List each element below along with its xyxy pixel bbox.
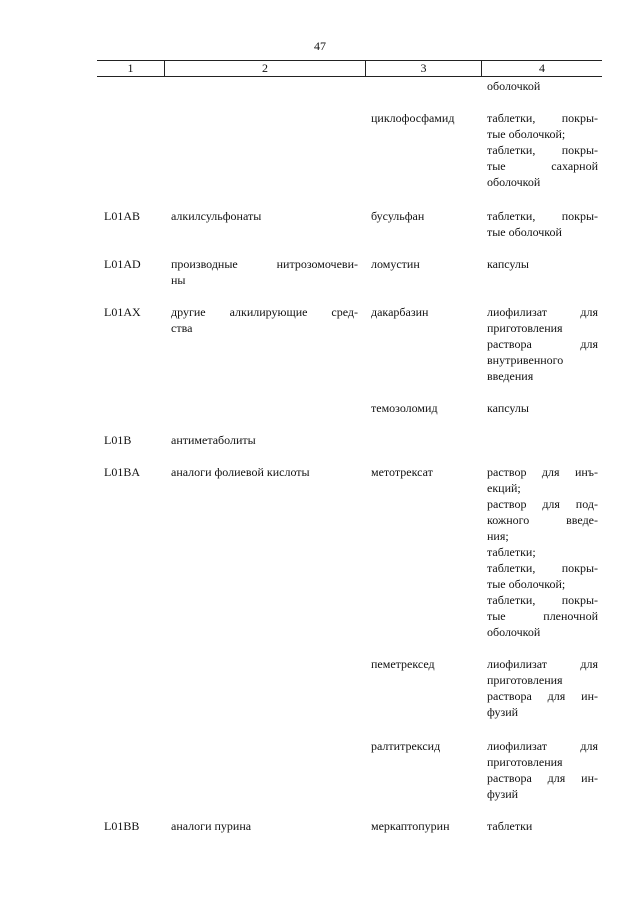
atc-code: L01BA xyxy=(104,465,140,479)
header-col-3: 3 xyxy=(420,61,427,75)
dosage-forms xyxy=(487,256,598,272)
dosage-form-line: капсулы xyxy=(487,401,529,415)
group-line: алкилсульфонаты xyxy=(171,209,262,223)
atc-code: L01BB xyxy=(104,819,140,833)
dosage-form-line: оболочкой xyxy=(487,175,541,189)
dosage-form-line: лиофилизат для xyxy=(487,739,598,753)
group-line: антиметаболиты xyxy=(171,433,256,447)
drug-name: меркаптопурин xyxy=(371,819,450,833)
header-col-1: 1 xyxy=(127,61,134,75)
anatomical-group xyxy=(171,464,358,480)
dosage-form-line: таблетки, покры- xyxy=(487,209,598,223)
dosage-form-line: ния; xyxy=(487,529,509,543)
group-line: производные нитрозомочеви- xyxy=(171,257,358,271)
dosage-form-line: тые пленочной xyxy=(487,609,598,623)
atc-code: L01AB xyxy=(104,209,140,223)
dosage-forms xyxy=(487,208,598,240)
dosage-form-line: оболочкой xyxy=(487,79,541,93)
dosage-form-line: таблетки, покры- xyxy=(487,561,598,575)
drug-name: циклофосфамид xyxy=(371,111,455,125)
drug-name: темозоломид xyxy=(371,401,438,415)
header-col-2: 2 xyxy=(262,61,268,75)
dosage-form-line: раствора для ин- xyxy=(487,771,598,785)
drug-name: ралтитрексид xyxy=(371,739,441,753)
dosage-form-line: капсулы xyxy=(487,257,529,271)
drug-name: дакарбазин xyxy=(371,305,429,319)
anatomical-group xyxy=(171,256,358,288)
dosage-form-line: тые оболочкой; xyxy=(487,577,566,591)
dosage-form-line: таблетки, покры- xyxy=(487,593,598,607)
dosage-form-line: внутривенного xyxy=(487,353,564,367)
dosage-form-line: приготовления xyxy=(487,321,563,335)
dosage-forms xyxy=(487,738,598,802)
anatomical-group xyxy=(171,432,358,448)
dosage-forms xyxy=(487,304,598,384)
dosage-form-line: кожного введе- xyxy=(487,513,598,527)
dosage-forms xyxy=(487,656,598,720)
dosage-form-line: таблетки, покры- xyxy=(487,143,598,157)
dosage-form-line: раствор для под- xyxy=(487,497,598,511)
group-line: другие алкилирующие сред- xyxy=(171,305,358,319)
dosage-forms xyxy=(487,464,598,640)
anatomical-group xyxy=(171,818,358,834)
table-header xyxy=(97,60,602,77)
drug-name: бусульфан xyxy=(371,209,425,223)
dosage-form-line: раствора для xyxy=(487,337,598,351)
drug-name: пеметрексед xyxy=(371,657,435,671)
dosage-form-line: тые сахарной xyxy=(487,159,598,173)
dosage-form-line: фузий xyxy=(487,787,519,801)
dosage-form-line: фузий xyxy=(487,705,519,719)
dosage-form-line: приготовления xyxy=(487,755,563,769)
group-line: аналоги пурина xyxy=(171,819,252,833)
dosage-form-line: раствора для ин- xyxy=(487,689,598,703)
dosage-form-line: тые оболочкой; xyxy=(487,127,566,141)
dosage-form-line: екций; xyxy=(487,481,521,495)
atc-code: L01B xyxy=(104,433,132,447)
drug-name: ломустин xyxy=(371,257,420,271)
anatomical-group xyxy=(171,304,358,336)
group-line: аналоги фолиевой кислоты xyxy=(171,465,310,479)
dosage-form-line: введения xyxy=(487,369,534,383)
dosage-form-line: таблетки, покры- xyxy=(487,111,598,125)
atc-code: L01AD xyxy=(104,257,141,271)
drug-name: метотрексат xyxy=(371,465,433,479)
group-line: ства xyxy=(171,321,193,335)
dosage-form-line: оболочкой xyxy=(487,625,541,639)
header-col-4: 4 xyxy=(539,61,545,75)
dosage-form-line: таблетки xyxy=(487,819,533,833)
group-line: ны xyxy=(171,273,186,287)
anatomical-group xyxy=(171,208,358,224)
dosage-forms xyxy=(487,400,598,416)
dosage-forms xyxy=(487,110,598,190)
dosage-form-line: тые оболочкой xyxy=(487,225,562,239)
dosage-form-line: приготовления xyxy=(487,673,563,687)
dosage-forms xyxy=(487,78,598,94)
dosage-form-line: лиофилизат для xyxy=(487,305,598,319)
dosage-form-line: раствор для инъ- xyxy=(487,465,598,479)
atc-code: L01AX xyxy=(104,305,141,319)
dosage-form-line: таблетки; xyxy=(487,545,536,559)
page-number: 47 xyxy=(314,39,326,53)
dosage-forms xyxy=(487,818,598,834)
dosage-form-line: лиофилизат для xyxy=(487,657,598,671)
